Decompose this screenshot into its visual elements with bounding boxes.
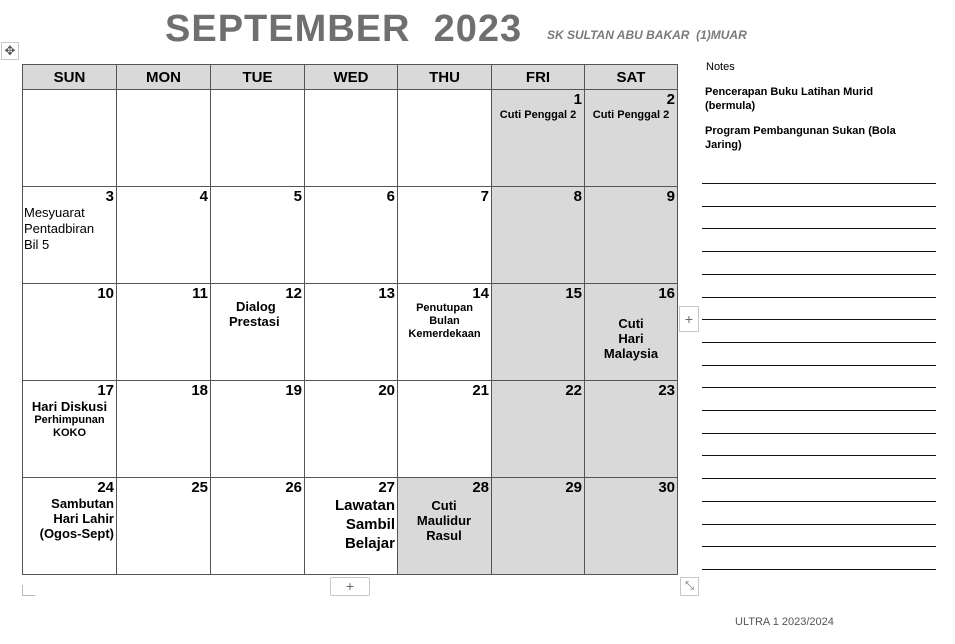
day-number: 25: [191, 479, 208, 496]
note-line: [702, 433, 936, 434]
day-number: 17: [97, 382, 114, 399]
weekday-tue: TUE: [211, 65, 305, 90]
day-number: 27: [378, 479, 395, 496]
note-line: [702, 319, 936, 320]
event-text: Lawatan: [334, 497, 395, 514]
day-number: 21: [472, 382, 489, 399]
note-line: [702, 387, 936, 388]
weekday-fri: FRI: [492, 65, 585, 90]
day-number: 29: [565, 479, 582, 496]
add-column-button[interactable]: +: [679, 306, 699, 332]
day-cell[interactable]: [585, 478, 678, 575]
event-text: KOKO: [53, 427, 86, 439]
day-number: 15: [565, 285, 582, 302]
day-number: 18: [191, 382, 208, 399]
event-text: Pentadbiran: [24, 221, 95, 236]
week-row: [23, 381, 678, 478]
event-text: Penutupan: [416, 302, 473, 314]
note-line: [702, 546, 936, 547]
day-cell[interactable]: [398, 284, 492, 381]
day-cell[interactable]: [492, 187, 585, 284]
day-cell[interactable]: [305, 381, 398, 478]
event-text: Bil 5: [24, 237, 50, 252]
day-number: 5: [293, 188, 302, 205]
note-line: [702, 228, 936, 229]
day-number: 11: [192, 285, 208, 302]
day-number: 20: [378, 382, 395, 399]
event-text: Kemerdekaan: [408, 328, 481, 340]
event-text: Mesyuarat: [24, 205, 85, 220]
weekday-sat: SAT: [585, 65, 678, 90]
note-line: [702, 183, 936, 184]
day-cell[interactable]: [585, 284, 678, 381]
day-number: 23: [658, 382, 675, 399]
day-cell[interactable]: [117, 478, 211, 575]
day-cell[interactable]: [305, 478, 398, 575]
event-text: Hari Lahir: [53, 511, 114, 526]
school-name: SK SULTAN ABU BAKAR (1)MUAR: [547, 28, 747, 42]
day-cell[interactable]: [492, 381, 585, 478]
day-cell[interactable]: [117, 187, 211, 284]
event-text: Cuti Penggal 2: [592, 109, 670, 121]
event-text: Malaysia: [603, 346, 659, 361]
note-line: [702, 524, 936, 525]
day-number: 19: [285, 382, 302, 399]
day-number: 24: [97, 479, 114, 496]
note-line: [702, 569, 936, 570]
event-text: Maulidur: [416, 513, 472, 528]
weekday-header-row: [23, 65, 678, 90]
day-number: 16: [658, 285, 675, 302]
day-cell[interactable]: [492, 90, 585, 187]
note-line: [702, 365, 936, 366]
footer-text: ULTRA 1 2023/2024: [735, 616, 834, 628]
day-cell-empty[interactable]: [211, 90, 305, 187]
weekday-thu: THU: [398, 65, 492, 90]
day-cell[interactable]: [23, 284, 117, 381]
margin-corner-mark: [22, 585, 35, 596]
event-text: Dialog: [236, 299, 276, 314]
day-number: 13: [378, 285, 395, 302]
day-cell[interactable]: [23, 381, 117, 478]
note-item: Program Pembangunan Sukan (Bola Jaring): [705, 125, 896, 151]
notes-heading: Notes: [706, 61, 735, 73]
event-text: Sambutan: [51, 496, 114, 511]
day-cell[interactable]: [211, 381, 305, 478]
week-row: [23, 284, 678, 381]
weekday-sun: SUN: [23, 65, 117, 90]
note-line: [702, 206, 936, 207]
day-number: 10: [97, 285, 114, 302]
table-resize-handle-icon[interactable]: ⤡: [680, 577, 699, 596]
add-row-button[interactable]: +: [330, 577, 370, 596]
event-text: Hari Diskusi: [31, 399, 108, 414]
note-line: [702, 410, 936, 411]
day-cell-empty[interactable]: [305, 90, 398, 187]
day-cell-empty[interactable]: [398, 90, 492, 187]
day-cell[interactable]: [398, 381, 492, 478]
day-cell[interactable]: [117, 284, 211, 381]
day-cell-empty[interactable]: [23, 90, 117, 187]
day-cell-empty[interactable]: [117, 90, 211, 187]
day-number: 14: [472, 285, 489, 302]
event-text: Cuti: [618, 316, 644, 331]
week-row: [23, 90, 678, 187]
day-cell[interactable]: [23, 478, 117, 575]
event-text: Cuti Penggal 2: [499, 109, 577, 121]
note-item: Pencerapan Buku Latihan Murid (bermula): [705, 86, 874, 112]
weekday-wed: WED: [305, 65, 398, 90]
day-number: 6: [386, 188, 395, 205]
note-line: [702, 251, 936, 252]
day-cell[interactable]: [117, 381, 211, 478]
event-text: Sambil: [345, 516, 395, 533]
day-number: 3: [105, 188, 114, 205]
day-cell[interactable]: [305, 284, 398, 381]
note-line: [702, 274, 936, 275]
day-cell[interactable]: [211, 284, 305, 381]
event-text: Cuti: [431, 498, 457, 513]
day-cell[interactable]: [585, 90, 678, 187]
note-line: [702, 455, 936, 456]
day-cell[interactable]: [398, 187, 492, 284]
day-number: 9: [666, 188, 675, 205]
day-cell[interactable]: [211, 187, 305, 284]
day-cell[interactable]: [398, 478, 492, 575]
day-cell[interactable]: [492, 478, 585, 575]
note-line: [702, 501, 936, 502]
note-line: [702, 297, 936, 298]
event-text: Belajar: [344, 535, 395, 552]
table-move-handle-icon[interactable]: ✥: [1, 42, 19, 60]
day-cell[interactable]: [585, 187, 678, 284]
event-text: Hari: [618, 331, 644, 346]
day-number: 4: [199, 188, 208, 205]
day-number: 12: [285, 285, 302, 302]
day-number: 28: [472, 479, 489, 496]
day-number: 1: [573, 91, 582, 108]
event-text: Rasul: [426, 528, 462, 543]
event-text: (Ogos-Sept): [39, 526, 114, 541]
event-text: Bulan: [429, 315, 460, 327]
note-line: [702, 342, 936, 343]
calendar-table: [22, 64, 678, 575]
day-number: 2: [666, 91, 675, 108]
week-row: [23, 187, 678, 284]
day-cell[interactable]: [492, 284, 585, 381]
day-number: 22: [565, 382, 582, 399]
note-line: [702, 478, 936, 479]
weekday-mon: MON: [117, 65, 211, 90]
day-cell[interactable]: [305, 187, 398, 284]
event-text: Prestasi: [229, 314, 280, 329]
week-row: [23, 478, 678, 575]
day-cell[interactable]: [211, 478, 305, 575]
day-number: 7: [480, 188, 489, 205]
event-text: Perhimpunan: [34, 414, 105, 426]
page-title: SEPTEMBER 2023: [165, 8, 523, 50]
day-cell[interactable]: [585, 381, 678, 478]
day-number: 26: [285, 479, 302, 496]
day-number: 8: [573, 188, 582, 205]
day-cell[interactable]: [23, 187, 117, 284]
day-number: 30: [658, 479, 675, 496]
